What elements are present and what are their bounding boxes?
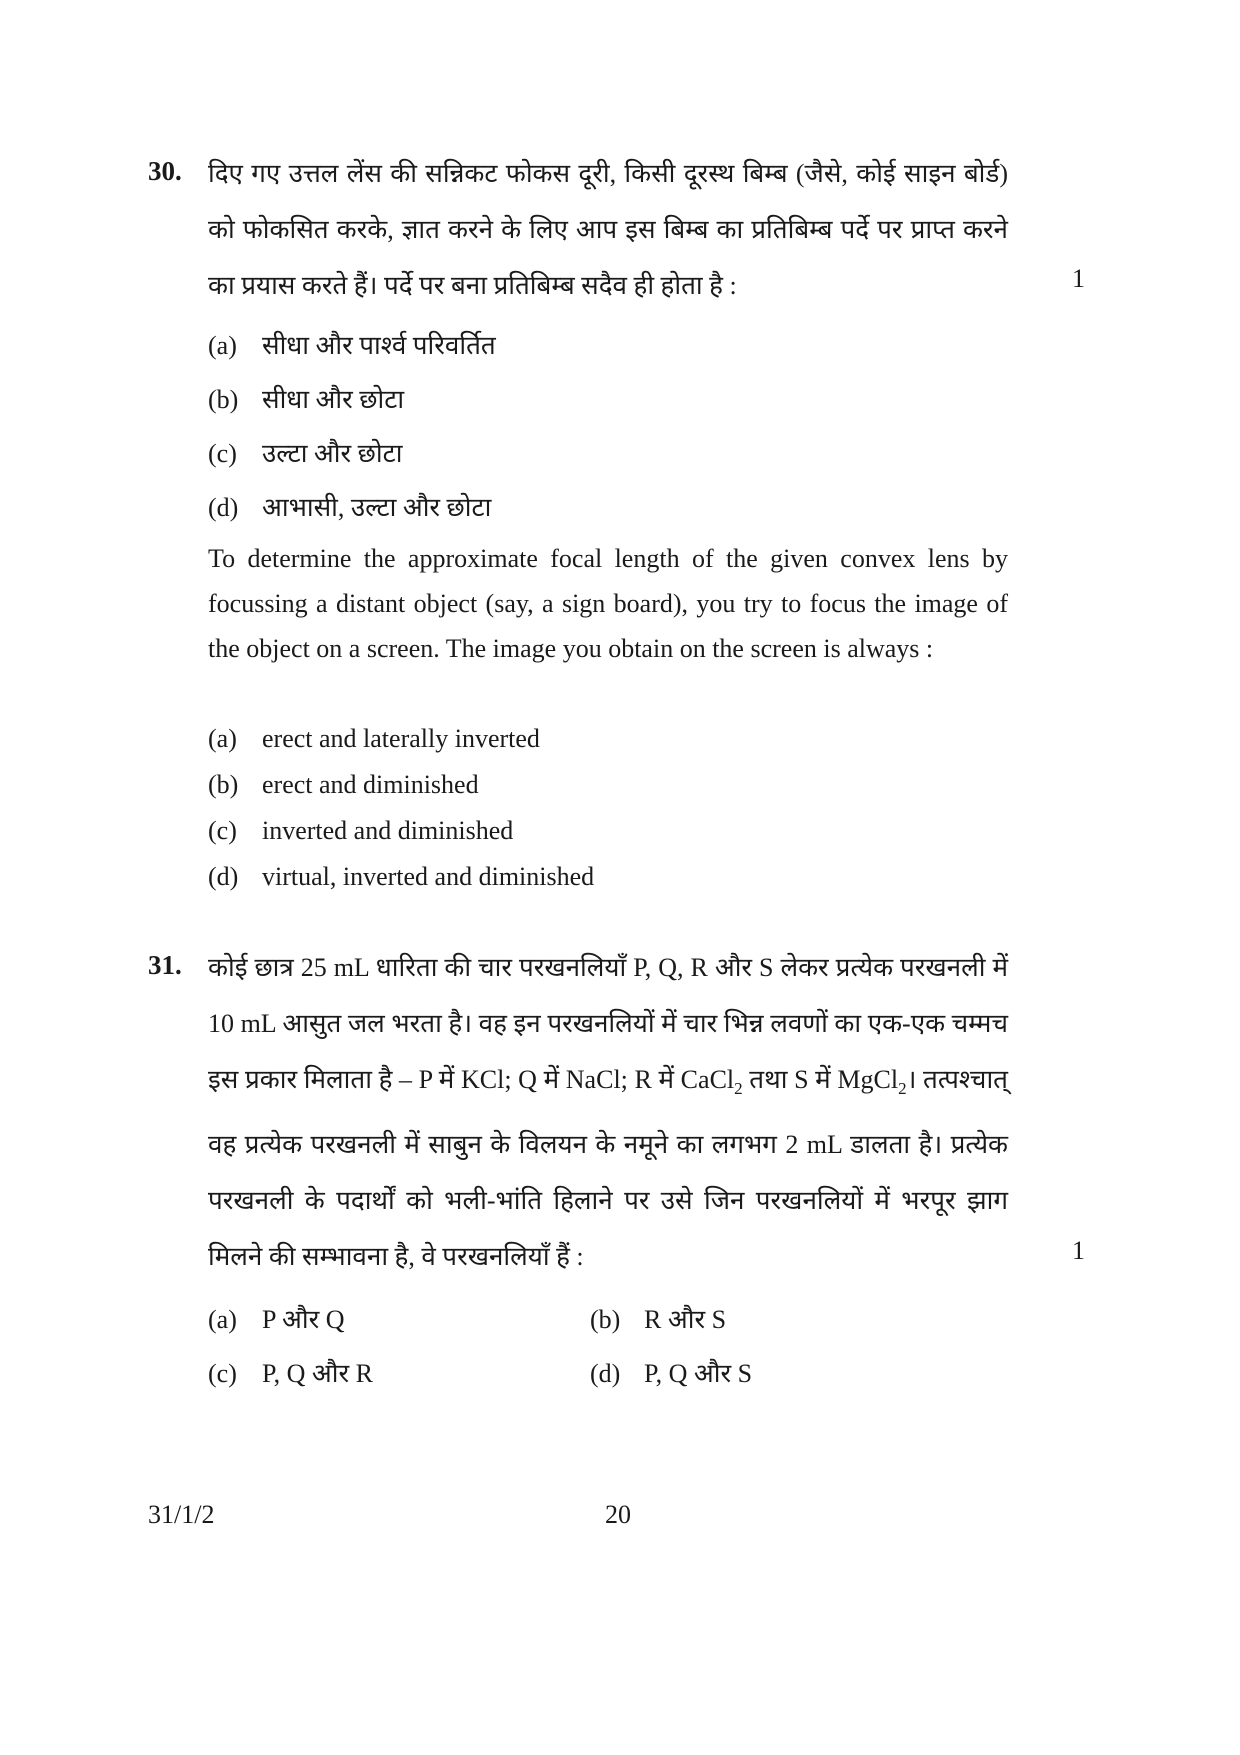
- option-label: (c): [208, 1359, 237, 1388]
- option-label: (a): [208, 724, 237, 753]
- question-30: [148, 146, 1008, 314]
- paper-code: 31/1/2: [148, 1500, 215, 1529]
- question-30-marks: 1: [1072, 264, 1085, 293]
- option-d-hindi: [208, 488, 491, 524]
- option-text: erect and diminished: [262, 770, 479, 799]
- question-number: 31.: [148, 950, 182, 980]
- option-label: (b): [208, 770, 239, 799]
- question-text-hindi: [208, 940, 1008, 1285]
- option-a-hindi: [208, 326, 496, 362]
- option-label: (d): [208, 493, 239, 522]
- option-text: सीधा और छोटा: [262, 385, 405, 414]
- option-label: (c): [208, 816, 237, 845]
- option-b: [590, 1300, 726, 1336]
- option-text: आभासी, उल्टा और छोटा: [262, 493, 492, 522]
- question-31: [148, 940, 1008, 1285]
- option-text: erect and laterally inverted: [262, 724, 540, 753]
- subscript: 2: [898, 1079, 907, 1099]
- option-c-english: [208, 816, 513, 846]
- question-text-part1: कोई छात्र 25 mL धारिता की चार परखनलियाँ P, Q, R और S लेकर प्रत्येक परखनली में 10 mL आसुत जल भरता है। वह इन परखनलियों में चार भिन्न लवणों का एक-एक चम्मच इस प्रकार मिलाता है – P में KCl; Q में NaCl; R में CaCl: [208, 953, 1008, 1094]
- option-c: [208, 1354, 373, 1390]
- question-text-part2: तथा S में MgCl: [742, 1065, 899, 1094]
- option-d-english: [208, 862, 594, 892]
- option-label: (a): [208, 1305, 237, 1334]
- option-a-english: [208, 724, 540, 754]
- option-label: (d): [590, 1359, 621, 1388]
- option-text: P और Q: [262, 1305, 345, 1334]
- option-text: सीधा और पार्श्व परिवर्तित: [262, 331, 496, 360]
- option-text: P, Q और S: [644, 1359, 753, 1388]
- question-30-english: [148, 536, 1008, 671]
- question-text-part3: । तत्पश्चात् वह प्रत्येक परखनली में साबुन के विलयन के नमूने का लगभग 2 mL डालता है। प्रत्येक परखनली के पदार्थों को भली-भांति हिलाने पर उसे जिन परखनलियों में भरपूर झाग मिलने की सम्भावना है, वे परखनलियाँ हैं :: [208, 1065, 1008, 1272]
- option-text: inverted and diminished: [262, 816, 514, 845]
- option-label: (a): [208, 331, 237, 360]
- option-c-hindi: [208, 434, 402, 470]
- option-b-hindi: [208, 380, 404, 416]
- option-text: virtual, inverted and diminished: [262, 862, 595, 891]
- option-label: (d): [208, 862, 239, 891]
- page-number: 20: [605, 1500, 631, 1529]
- question-number: 30.: [148, 156, 182, 186]
- option-d: [590, 1354, 752, 1390]
- option-label: (b): [590, 1305, 621, 1334]
- option-text: उल्टा और छोटा: [262, 439, 403, 468]
- subscript: 2: [734, 1079, 743, 1099]
- question-31-marks: 1: [1072, 1236, 1085, 1265]
- question-text-english: To determine the approximate focal length of the given convex lens by focussing a distant object (say, a sign board), you try to focus the image of the object on a screen. The image you obtain on the screen is always :: [208, 544, 1008, 663]
- option-text: R और S: [644, 1305, 727, 1334]
- question-text-hindi: दिए गए उत्तल लेंस की सन्निकट फोकस दूरी, किसी दूरस्थ बिम्ब (जैसे, कोई साइन बोर्ड) को फोकसित करके, ज्ञात करने के लिए आप इस बिम्ब का प्रतिबिम्ब पर्दे पर प्राप्त करने का प्रयास करते हैं। पर्दे पर बना प्रतिबिम्ब सदैव ही होता है :: [208, 159, 1008, 300]
- option-label: (b): [208, 385, 239, 414]
- option-b-english: [208, 770, 479, 800]
- option-text: P, Q और R: [262, 1359, 373, 1388]
- option-a: [208, 1300, 345, 1336]
- option-label: (c): [208, 439, 237, 468]
